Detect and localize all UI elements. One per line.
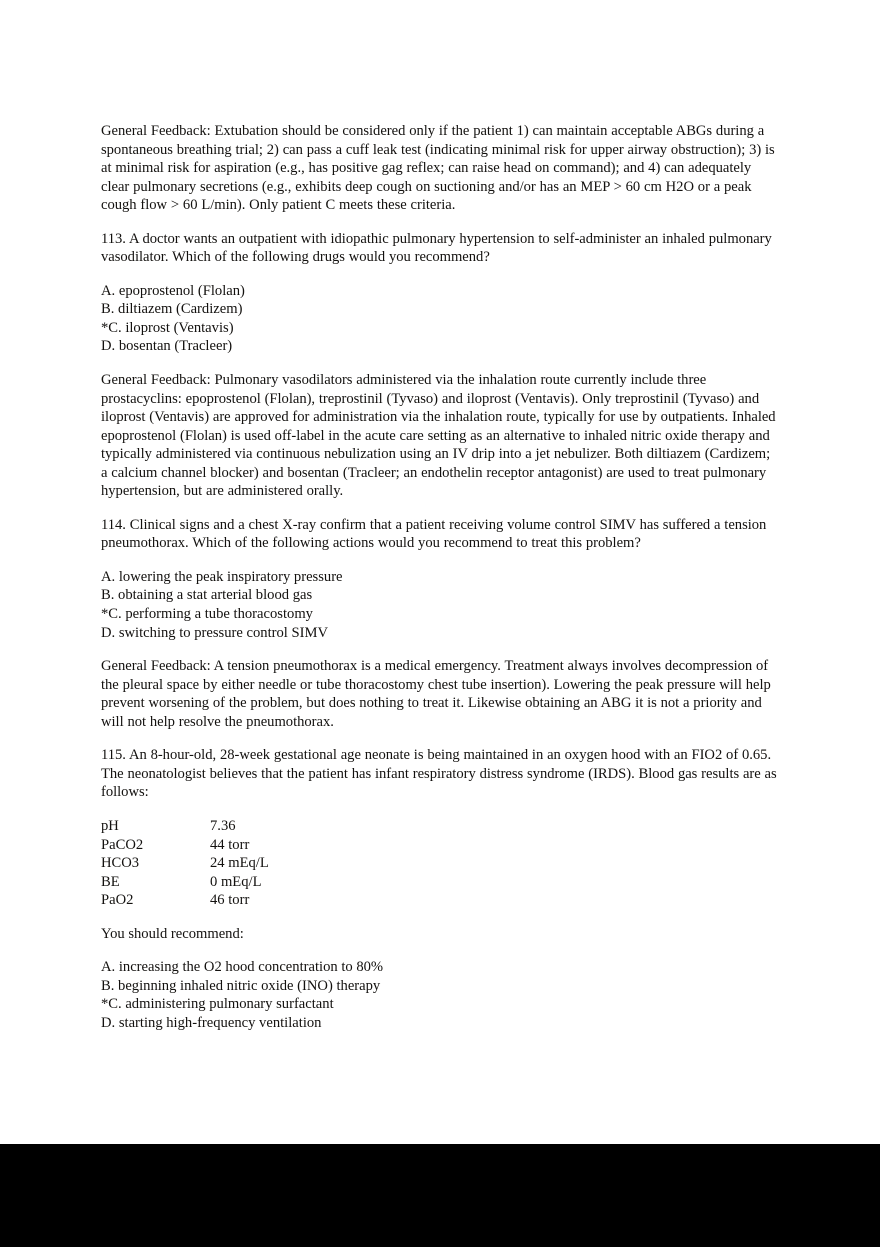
choice-d: D. switching to pressure control SIMV bbox=[101, 624, 328, 641]
choice-c-correct: *C. administering pulmonary surfactant bbox=[101, 996, 334, 1013]
choice-b: B. beginning inhaled nitric oxide (INO) therapy bbox=[101, 977, 381, 994]
general-feedback-113: General Feedback: Pulmonary vasodilators administered via the inhalation route currently include three prostacyclins: epoprostenol (Flolan), treprostinil (Tyvaso) and iloprost (Ventavis). Only treprostinil (Tyvaso) and iloprost (Ventavis) are approved for administration via the inhalation route, typically for use by outpatients. Inhaled epoprostenol (Flolan) is used off-label in the acute care setting as an alternative to inhaled nitric oxide therapy and typically administered via continuous nebulization using an IV drip into a jet nebulizer. Both diltiazem (Cardizem; a calcium channel blocker) and bosentan (Tracleer; an endothelin receptor antagonist) are used to treat pulmonary hypertension, but are administered orally. bbox=[101, 372, 776, 500]
gas-value: 0 mEq/L bbox=[210, 873, 262, 890]
question-115-choices bbox=[101, 958, 777, 1032]
general-feedback-114: General Feedback: A tension pneumothorax is a medical emergency. Treatment always involves decompression of the pleural space by either needle or tube thoracostomy chest tube insertion). Lowering the peak pressure will help prevent worsening of the problem, but does nothing to treat it. Likewise obtaining an ABG it is not a priority and will not help resolve the pneumothorax. bbox=[101, 658, 771, 730]
choice-a: A. epoprostenol (Flolan) bbox=[101, 282, 245, 299]
choice-a: A. increasing the O2 hood concentration to 80% bbox=[101, 959, 384, 976]
choice-c-correct: *C. iloprost (Ventavis) bbox=[101, 319, 234, 336]
gas-label: PaCO2 bbox=[101, 836, 144, 853]
question-114-stem: 114. Clinical signs and a chest X-ray confirm that a patient receiving volume control SIMV has suffered a tension pneumothorax. Which of the following actions would you recommend to treat this problem? bbox=[101, 516, 767, 552]
gas-label: BE bbox=[101, 873, 120, 890]
question-115-stem: 115. An 8-hour-old, 28-week gestational age neonate is being maintained in an oxygen hood with an FIO2 of 0.65. The neonatologist believes that the patient has infant respiratory distress syndrome (IRDS). Blood gas results are as follows: bbox=[101, 747, 777, 801]
choice-d: D. starting high-frequency ventilation bbox=[101, 1014, 322, 1031]
gas-label: pH bbox=[101, 817, 119, 834]
choice-d: D. bosentan (Tracleer) bbox=[101, 338, 233, 355]
choice-c-correct: *C. performing a tube thoracostomy bbox=[101, 606, 313, 623]
gas-value: 24 mEq/L bbox=[210, 855, 269, 872]
question-115-lead-in: You should recommend: bbox=[101, 925, 244, 942]
table-row bbox=[101, 836, 269, 855]
gas-value: 46 torr bbox=[210, 892, 250, 909]
blood-gas-results-table bbox=[101, 817, 269, 910]
question-113-stem: 113. A doctor wants an outpatient with idiopathic pulmonary hypertension to self-administer an inhaled pulmonary vasodilator. Which of the following drugs would you recommend? bbox=[101, 230, 772, 266]
table-row bbox=[101, 873, 269, 892]
choice-b: B. diltiazem (Cardizem) bbox=[101, 301, 243, 318]
choice-b: B. obtaining a stat arterial blood gas bbox=[101, 587, 313, 604]
choice-a: A. lowering the peak inspiratory pressure bbox=[101, 568, 343, 585]
question-114-choices bbox=[101, 568, 777, 642]
gas-value: 44 torr bbox=[210, 836, 250, 853]
document-text-column bbox=[101, 122, 777, 1047]
gas-label: HCO3 bbox=[101, 855, 140, 872]
gas-label: PaO2 bbox=[101, 892, 134, 909]
table-row bbox=[101, 891, 269, 910]
table-row bbox=[101, 854, 269, 873]
general-feedback-112: General Feedback: Extubation should be considered only if the patient 1) can maintain acceptable ABGs during a spontaneous breathing trial; 2) can pass a cuff leak test (indicating minimal risk for upper airway obstruction); 3) is at minimal risk for aspiration (e.g., has positive gag reflex; can raise head on command); and 4) can adequately clear pulmonary secretions (e.g., exhibits deep cough on suctioning and/or has an MEP > 60 cm H2O or a peak cough flow > 60 L/min). Only patient C meets these criteria. bbox=[101, 123, 775, 214]
gas-value: 7.36 bbox=[210, 817, 236, 834]
question-113-choices bbox=[101, 282, 777, 356]
table-row bbox=[101, 817, 269, 836]
bottom-black-band bbox=[0, 1144, 880, 1247]
